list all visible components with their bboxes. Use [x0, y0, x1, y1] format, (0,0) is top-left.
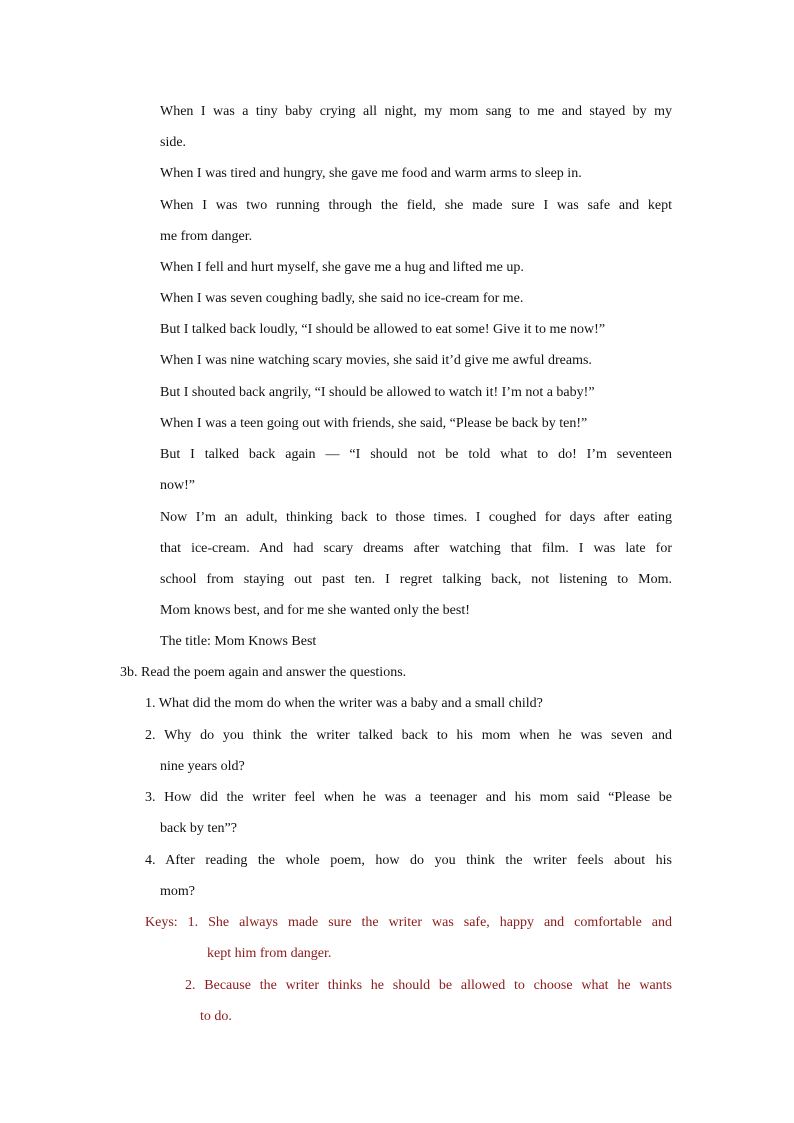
question-line: 3. How did the writer feel when he was a teenager and his mom said “Please be: [145, 790, 672, 805]
poem-line: But I talked back again — “I should not be told what to do! I’m seventeen: [160, 447, 672, 462]
poem-line: Mom knows best, and for me she wanted only the best!: [160, 603, 470, 618]
answer-key-line: to do.: [200, 1009, 232, 1024]
question-line: 4. After reading the whole poem, how do you think the writer feels about his: [145, 853, 672, 868]
poem-line: But I talked back loudly, “I should be allowed to eat some! Give it to me now!”: [160, 322, 606, 337]
poem-line: side.: [160, 135, 187, 150]
question-line: back by ten”?: [160, 821, 237, 836]
answer-key-line: 2. Because the writer thinks he should be allowed to choose what he wants: [185, 978, 672, 993]
question-line: nine years old?: [160, 759, 245, 774]
question-line: mom?: [160, 884, 195, 899]
answer-key-line: kept him from danger.: [207, 946, 332, 961]
answer-key-line: Keys: 1. She always made sure the writer was safe, happy and comfortable and: [145, 915, 672, 930]
poem-line: now!”: [160, 478, 195, 493]
poem-line: When I was nine watching scary movies, she said it’d give me awful dreams.: [160, 353, 592, 368]
question-line: 2. Why do you think the writer talked back to his mom when he was seven and: [145, 728, 672, 743]
poem-line: When I was seven coughing badly, she said no ice-cream for me.: [160, 291, 524, 306]
poem-line: When I was tired and hungry, she gave me food and warm arms to sleep in.: [160, 166, 582, 181]
poem-title-line: The title: Mom Knows Best: [160, 634, 317, 649]
section-heading: 3b. Read the poem again and answer the questions.: [120, 665, 407, 680]
poem-line: When I was two running through the field, she made sure I was safe and kept: [160, 198, 672, 213]
poem-line: Now I’m an adult, thinking back to those times. I coughed for days after eating: [160, 510, 672, 525]
poem-line: When I was a tiny baby crying all night, my mom sang to me and stayed by my: [160, 104, 672, 119]
question-line: 1. What did the mom do when the writer was a baby and a small child?: [145, 696, 543, 711]
poem-line: school from staying out past ten. I regret talking back, not listening to Mom.: [160, 572, 672, 587]
poem-line: that ice-cream. And had scary dreams after watching that film. I was late for: [160, 541, 672, 556]
poem-line: But I shouted back angrily, “I should be allowed to watch it! I’m not a baby!”: [160, 385, 595, 400]
poem-line: When I fell and hurt myself, she gave me a hug and lifted me up.: [160, 260, 524, 275]
poem-line: me from danger.: [160, 229, 253, 244]
poem-line: When I was a teen going out with friends, she said, “Please be back by ten!”: [160, 416, 588, 431]
